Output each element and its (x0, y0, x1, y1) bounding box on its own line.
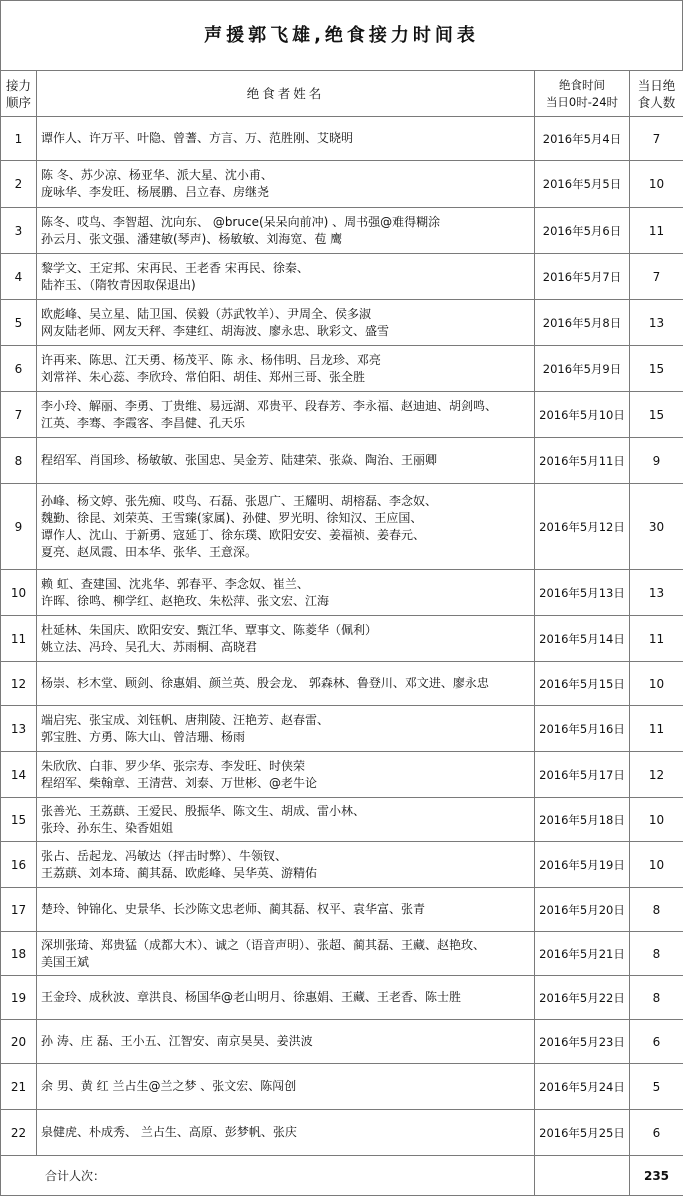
fast-date: 2016年5月24日 (535, 1064, 630, 1110)
relay-seq: 16 (1, 842, 37, 888)
header-count-line2: 食人数 (637, 94, 676, 110)
relay-seq: 8 (1, 438, 37, 484)
names-line: 欧彪峰、吴立星、陆卫国、侯毅（苏武牧羊）、尹周全、侯多淑 (41, 306, 372, 321)
daily-count: 15 (630, 346, 683, 392)
relay-seq: 12 (1, 662, 37, 706)
daily-count: 10 (630, 662, 683, 706)
table-row (1, 392, 683, 438)
relay-seq: 20 (1, 1020, 37, 1064)
fast-date: 2016年5月25日 (535, 1110, 630, 1156)
names-line: 杜延林、朱国庆、欧阳安安、甄江华、覃事文、陈菱华（佩利） (41, 622, 378, 637)
faster-names (37, 1064, 535, 1110)
table-row (1, 254, 683, 300)
daily-count: 13 (630, 300, 683, 346)
relay-seq: 1 (1, 117, 37, 161)
header-seq-line1: 接力 (5, 77, 31, 93)
table-row (1, 976, 683, 1020)
names-line: 深圳张琦、郑贵猛（成都大木）、诚之（语音声明）、张超、蔺其磊、王藏、赵艳玫、 (41, 937, 486, 952)
names-line: 许再来、陈思、江天勇、杨茂平、陈 永、杨伟明、吕龙珍、邓亮 (41, 352, 381, 367)
names-line: 张善光、王荔蕻、王爱民、殷振华、陈文生、胡成、雷小林、 (41, 803, 366, 818)
names-line: 网友陆老师、网友天秤、李建红、胡海波、廖永忠、耿彩文、盛雪 (41, 323, 390, 338)
names-line: 孙云月、张文强、潘建敏(琴声)、杨敏敏、刘海宽、苞 鹰 (41, 231, 343, 246)
relay-seq: 2 (1, 161, 37, 208)
header-time-line1: 绝食时间 (559, 77, 605, 92)
names-line: 陆祚玉、（隋牧青因取保退出) (41, 277, 196, 292)
table-row (1, 1064, 683, 1110)
relay-seq: 11 (1, 616, 37, 662)
names-line: 郭宝胜、方勇、陈大山、曾洁珊、杨雨 (41, 729, 246, 744)
table-row (1, 161, 683, 208)
table-row (1, 117, 683, 161)
fast-date: 2016年5月11日 (535, 438, 630, 484)
faster-names (37, 1020, 535, 1064)
names-line: 黎学文、王定邦、宋再民、王老香 宋再民、徐秦、 (41, 260, 309, 275)
table-row (1, 484, 683, 570)
header-count (630, 71, 683, 117)
names-line: 朱欣欣、白菲、罗少华、张宗寿、李发旺、时侠荣 (41, 758, 306, 773)
faster-names (37, 346, 535, 392)
names-line: 李小玲、解丽、李勇、丁贵维、易远湖、邓贵平、段春芳、李永福、赵迪迪、胡剑鸣、 (41, 398, 498, 413)
header-count-line1: 当日绝 (637, 77, 676, 93)
daily-count: 15 (630, 392, 683, 438)
faster-names (37, 752, 535, 798)
names-line: 王金玲、成秋波、章洪良、杨国华@老山明月、徐惠娟、王藏、王老香、陈士胜 (41, 990, 462, 1004)
daily-count: 12 (630, 752, 683, 798)
header-seq (1, 71, 37, 117)
names-line: 美国王斌 (41, 954, 90, 969)
fast-date: 2016年5月8日 (535, 300, 630, 346)
faster-names (37, 706, 535, 752)
fast-date: 2016年5月13日 (535, 570, 630, 616)
relay-seq: 19 (1, 976, 37, 1020)
relay-seq: 21 (1, 1064, 37, 1110)
fast-date: 2016年5月22日 (535, 976, 630, 1020)
faster-names (37, 484, 535, 570)
relay-seq: 14 (1, 752, 37, 798)
daily-count: 6 (630, 1020, 683, 1064)
table-row (1, 888, 683, 932)
faster-names (37, 117, 535, 161)
table-row (1, 300, 683, 346)
fast-date: 2016年5月14日 (535, 616, 630, 662)
daily-count: 8 (630, 888, 683, 932)
relay-seq: 13 (1, 706, 37, 752)
relay-table (0, 70, 683, 1196)
names-line: 陈冬、哎鸟、李智超、沈向东、 @bruce(呆呆向前冲) 、周书强@难得糊涂 (41, 214, 441, 229)
fast-date: 2016年5月6日 (535, 208, 630, 254)
relay-seq: 5 (1, 300, 37, 346)
table-row (1, 438, 683, 484)
relay-seq: 22 (1, 1110, 37, 1156)
names-line: 孙 涛、庄 磊、王小五、江智安、南京昊昊、姜洪波 (41, 1034, 313, 1048)
faster-names (37, 976, 535, 1020)
names-line: 许晖、徐鸣、柳学红、赵艳玫、朱松萍、张文宏、江海 (41, 593, 330, 608)
fast-date: 2016年5月15日 (535, 662, 630, 706)
faster-names (37, 798, 535, 842)
faster-names (37, 1110, 535, 1156)
fast-date: 2016年5月16日 (535, 706, 630, 752)
relay-seq: 15 (1, 798, 37, 842)
names-line: 张占、岳起龙、冯敏达（抨击时弊）、牛领钗、 (41, 848, 288, 863)
fast-date: 2016年5月12日 (535, 484, 630, 570)
table-row (1, 706, 683, 752)
fast-date: 2016年5月23日 (535, 1020, 630, 1064)
faster-names (37, 570, 535, 616)
header-time-line2: 当日0时-24时 (545, 94, 619, 109)
relay-seq: 10 (1, 570, 37, 616)
title-row (0, 0, 683, 70)
names-line: 谭作人、许万平、叶隐、曾蓍、方言、万、范胜刚、艾晓明 (41, 131, 354, 145)
daily-count: 10 (630, 842, 683, 888)
faster-names (37, 842, 535, 888)
relay-seq: 3 (1, 208, 37, 254)
table-row (1, 1110, 683, 1156)
table-row (1, 346, 683, 392)
names-line: 夏亮、赵凤霞、田本华、张华、王意深。 (41, 544, 258, 559)
fast-date: 2016年5月5日 (535, 161, 630, 208)
fast-date: 2016年5月9日 (535, 346, 630, 392)
faster-names (37, 392, 535, 438)
names-line: 刘常祥、朱心蕊、李欣玲、常伯阳、胡佳、郑州三哥、张全胜 (41, 369, 366, 384)
relay-seq: 9 (1, 484, 37, 570)
faster-names (37, 888, 535, 932)
fast-date: 2016年5月17日 (535, 752, 630, 798)
fast-date: 2016年5月10日 (535, 392, 630, 438)
header-seq-line2: 顺序 (5, 94, 31, 110)
names-line: 楚玲、钟锦化、史景华、长沙陈文忠老师、蔺其磊、权平、袁华富、张青 (41, 902, 426, 916)
daily-count: 13 (630, 570, 683, 616)
fast-date: 2016年5月19日 (535, 842, 630, 888)
table-row (1, 1020, 683, 1064)
relay-seq: 4 (1, 254, 37, 300)
relay-seq: 7 (1, 392, 37, 438)
daily-count: 30 (630, 484, 683, 570)
daily-count: 11 (630, 706, 683, 752)
relay-seq: 17 (1, 888, 37, 932)
faster-names (37, 161, 535, 208)
faster-names (37, 254, 535, 300)
faster-names (37, 300, 535, 346)
total-label: 合计人次： (1, 1156, 535, 1196)
daily-count: 8 (630, 976, 683, 1020)
daily-count: 6 (630, 1110, 683, 1156)
table-row (1, 932, 683, 976)
names-line: 泉健虎、朴成秀、 兰占生、高原、彭梦帆、张庆 (41, 1125, 297, 1139)
table-body (1, 117, 683, 1156)
daily-count: 8 (630, 932, 683, 976)
faster-names (37, 932, 535, 976)
fast-date: 2016年5月4日 (535, 117, 630, 161)
table-row (1, 570, 683, 616)
faster-names (37, 616, 535, 662)
names-line: 张玲、孙东生、染香姐姐 (41, 820, 174, 835)
names-line: 姚立法、冯玲、吴孔大、苏雨桐、高晓君 (41, 639, 258, 654)
table-row (1, 842, 683, 888)
names-line: 余 男、黄 红 兰占生@兰之梦 、张文宏、陈闯创 (41, 1079, 297, 1093)
table-row (1, 616, 683, 662)
names-line: 谭作人、沈山、于新勇、寇延丁、徐东璞、欧阳安安、姜福祯、姜春元、 (41, 527, 426, 542)
names-line: 端启宪、张宝成、刘钰帆、唐荆陵、汪艳芳、赵春雷、 (41, 712, 330, 727)
faster-names (37, 438, 535, 484)
fast-date: 2016年5月7日 (535, 254, 630, 300)
header-time (535, 71, 630, 117)
names-line: 王荔蕻、刘本琦、蔺其磊、欧彪峰、吴华英、游精佑 (41, 865, 318, 880)
faster-names (37, 208, 535, 254)
daily-count: 11 (630, 616, 683, 662)
total-empty-cell (535, 1156, 630, 1196)
daily-count: 11 (630, 208, 683, 254)
header-row (1, 71, 683, 117)
daily-count: 5 (630, 1064, 683, 1110)
names-line: 程绍军、肖国珍、杨敏敏、张国忠、吴金芳、陆建荣、张焱、陶治、王丽卿 (41, 453, 438, 467)
names-line: 江英、李骞、李霞客、李昌健、孔天乐 (41, 415, 246, 430)
page-title: 声援郭飞雄,绝食接力时间表 (204, 24, 479, 46)
daily-count: 10 (630, 161, 683, 208)
header-names: 绝食者姓名 (37, 71, 535, 117)
total-row (1, 1156, 683, 1196)
table-row (1, 798, 683, 842)
total-count: 235 (630, 1156, 683, 1196)
fast-date: 2016年5月21日 (535, 932, 630, 976)
daily-count: 7 (630, 117, 683, 161)
relay-seq: 18 (1, 932, 37, 976)
names-line: 赖 虹、查建国、沈兆华、郭春平、李念奴、崔兰、 (41, 576, 309, 591)
names-line: 杨崇、杉木堂、顾剑、徐惠娟、颜兰英、殷会龙、 郭森林、鲁登川、邓文进、廖永忠 (41, 676, 489, 690)
fast-date: 2016年5月20日 (535, 888, 630, 932)
daily-count: 9 (630, 438, 683, 484)
table-row (1, 752, 683, 798)
faster-names (37, 662, 535, 706)
fast-date: 2016年5月18日 (535, 798, 630, 842)
table-row (1, 662, 683, 706)
names-line: 孙峰、杨文婷、张先痴、哎鸟、石磊、张恩广、王耀明、胡榕磊、李念奴、 (41, 493, 438, 508)
table-row (1, 208, 683, 254)
names-line: 魏勤、徐昆、刘荣英、王雪臻(家属)、孙健、罗光明、徐知汉、王应国、 (41, 510, 423, 525)
daily-count: 10 (630, 798, 683, 842)
names-line: 庞咏华、李发旺、杨展鹏、吕立春、房继尧 (41, 185, 270, 199)
names-line: 程绍军、柴翰章、王清营、刘泰、万世彬、@老牛论 (41, 775, 318, 790)
relay-seq: 6 (1, 346, 37, 392)
names-line: 陈 冬、苏少凉、杨亚华、派大星、沈小甫、 (41, 168, 273, 182)
daily-count: 7 (630, 254, 683, 300)
